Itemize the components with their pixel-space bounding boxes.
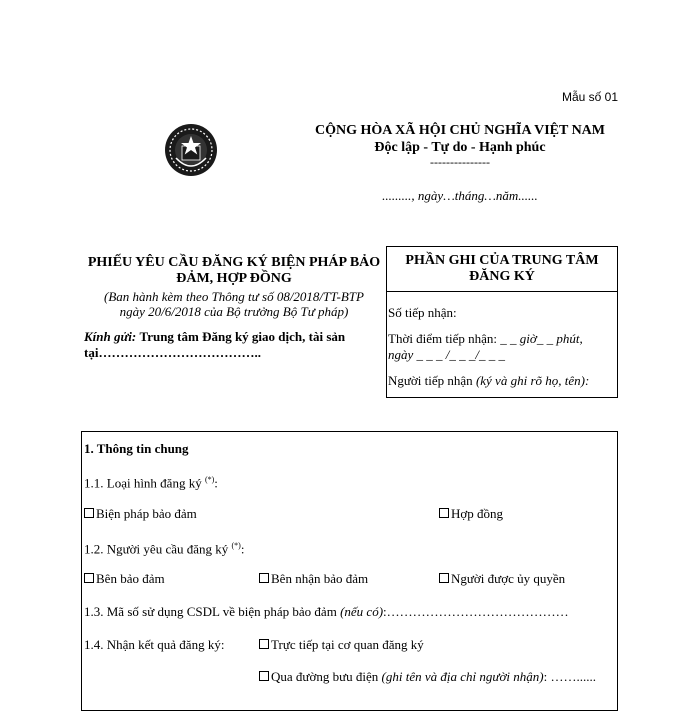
question-1-4: 1.4. Nhận kết quả đăng ký: xyxy=(84,637,225,652)
receiver-label: Người tiếp nhận xyxy=(388,373,473,388)
form-issued-note xyxy=(84,289,384,319)
option-post[interactable] xyxy=(259,669,596,685)
motto: Độc lập - Tự do - Hạnh phúc xyxy=(374,140,546,155)
receipt-time xyxy=(388,331,614,347)
q1-3-hint: (nếu có) xyxy=(340,604,384,619)
option-security-label: Biện pháp bảo đảm xyxy=(96,506,197,521)
option-security-measure[interactable] xyxy=(84,506,197,522)
recipient-value: Trung tâm Đăng ký giao dịch, tài sản xyxy=(139,329,346,344)
checkbox-icon[interactable] xyxy=(439,573,449,583)
nation-name: CỘNG HÒA XÃ HỘI CHỦ NGHĨA VIỆT NAM xyxy=(314,123,605,138)
recipient-label: Kính gửi: xyxy=(84,329,137,344)
receipt-time-value: _ _ giờ_ _ phút, xyxy=(500,331,583,346)
question-1-2 xyxy=(84,538,244,557)
q1-2-note: (*) xyxy=(231,541,241,550)
date-line: ........., ngày…tháng…năm...... xyxy=(382,188,538,203)
option-contract[interactable] xyxy=(439,506,503,522)
receipt-time-label: Thời điểm tiếp nhận: xyxy=(388,331,498,346)
checkbox-icon[interactable] xyxy=(259,573,269,583)
option-authorized-label: Người được ủy quyền xyxy=(451,571,566,586)
option-pledgee[interactable] xyxy=(259,571,368,587)
q1-3-field[interactable]: :…………………………………… xyxy=(383,604,569,619)
registry-title-line1: PHẦN GHI CỦA TRUNG TÂM xyxy=(405,253,599,268)
option-contract-label: Hợp đồng xyxy=(451,506,504,521)
option-post-hint: (ghi tên và địa chỉ người nhận) xyxy=(381,669,544,684)
q1-3-label: 1.3. Mã số sử dụng CSDL về biện pháp bảo đảm xyxy=(84,604,337,619)
issued-line1: (Ban hành kèm theo Thông tư số 08/2018/TT-BTP xyxy=(104,289,364,304)
checkbox-icon[interactable] xyxy=(84,573,94,583)
receiver-hint: (ký và ghi rõ họ, tên): xyxy=(475,373,590,388)
q1-1-suffix: : xyxy=(214,475,218,491)
national-header xyxy=(310,122,610,168)
option-post-label: Qua đường bưu điện xyxy=(271,669,379,684)
issued-line2: ngày 20/6/2018 của Bộ trưởng Bộ Tư pháp) xyxy=(119,304,349,319)
option-pledgor-label: Bên bảo đảm xyxy=(96,571,165,586)
registry-box-title xyxy=(387,247,617,292)
checkbox-icon[interactable] xyxy=(259,671,269,681)
section-general-info xyxy=(81,431,618,711)
checkbox-icon[interactable] xyxy=(259,639,269,649)
form-recipient xyxy=(84,329,384,361)
form-code: Mẫu số 01 xyxy=(561,90,618,104)
option-post-field[interactable]: : ……...... xyxy=(543,669,596,684)
form-title-line1: PHIẾU YÊU CẦU ĐĂNG KÝ BIỆN PHÁP BẢO xyxy=(87,255,381,270)
question-1-1 xyxy=(84,472,218,491)
q1-2-label: 1.2. Người yêu cầu đăng ký xyxy=(84,541,229,557)
checkbox-icon[interactable] xyxy=(84,508,94,518)
q1-1-label: 1.1. Loại hình đăng ký xyxy=(84,475,202,491)
option-pledgor[interactable] xyxy=(84,571,165,587)
question-1-3 xyxy=(84,604,569,620)
receipt-number: Số tiếp nhận: xyxy=(388,305,457,320)
registry-title-line2: ĐĂNG KÝ xyxy=(469,269,535,284)
checkbox-icon[interactable] xyxy=(439,508,449,518)
receiver xyxy=(388,373,614,389)
option-direct[interactable] xyxy=(259,637,424,653)
option-direct-label: Trực tiếp tại cơ quan đăng ký xyxy=(271,637,424,652)
q1-1-note: (*) xyxy=(204,475,215,484)
form-title xyxy=(84,255,384,287)
q1-2-suffix: : xyxy=(240,541,245,557)
recipient-value-line2: tại……………………………….. xyxy=(84,345,261,360)
header-separator: --------------- xyxy=(430,155,490,169)
form-title-line2: ĐẢM, HỢP ĐỒNG xyxy=(176,271,292,286)
option-authorized[interactable] xyxy=(439,571,565,587)
section-heading: 1. Thông tin chung xyxy=(84,441,189,456)
national-emblem-icon xyxy=(162,122,220,178)
option-pledgee-label: Bên nhận bảo đảm xyxy=(271,571,369,586)
registry-box xyxy=(386,246,618,398)
receipt-date: ngày _ _ _ /_ _ _/_ _ _ xyxy=(388,347,505,362)
